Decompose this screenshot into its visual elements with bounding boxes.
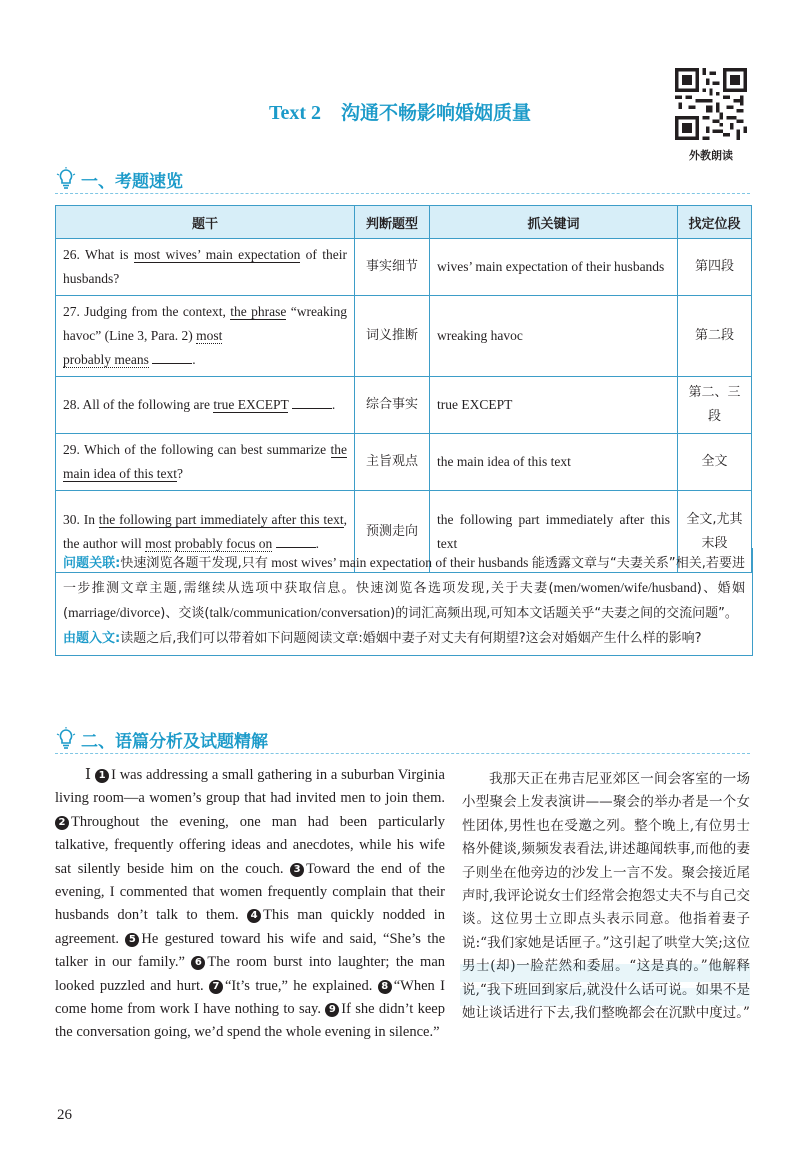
lightbulb-icon [55,727,77,751]
keywords: wreaking havoc [430,296,678,377]
keywords: true EXCEPT [430,377,678,434]
locate-paragraph: 第四段 [678,239,752,296]
sentence-number: 9 [325,1003,339,1017]
sentence-text: Throughout the evening, one man had been particularly talkative, frequently offering ideas and anecdotes, while his wife sat silently beside him on the couch. [55,813,445,877]
question-type: 词义推断 [355,296,430,377]
column-header: 题干 [56,206,355,239]
sentence-text: I was addressing a small gathering in a suburban Virginia living room—a women’s group that had invited men to join them. [55,767,445,807]
answer-blank [276,535,316,548]
sentence-text: He gestured toward his wife and said, “She’s the talker in our family.” [55,930,445,971]
locate-paragraph: 全文,尤其末段 [678,491,752,573]
stem-text: 26. What is [63,247,134,262]
question-table [55,205,752,573]
question-stem [56,239,355,296]
section-heading-passage-analysis [55,726,268,752]
stem-dotted: probably focus on [174,535,273,551]
paragraph-marker: Ⅰ [85,767,92,783]
analysis-box [55,548,753,656]
column-header: 判断题型 [355,206,430,239]
question-stem [56,296,355,377]
sentence-text: Toward the end of the evening, I commented that women frequently complain that their husbands don’t talk to them. [55,860,445,924]
sentence-number: 4 [247,909,261,923]
sentence-text: The room burst into laughter; the man looked puzzled and hurt. [55,954,446,994]
section-divider [55,193,750,194]
question-type: 主旨观点 [355,434,430,491]
stem-text: , the author will [63,511,347,551]
column-header: 抓关键词 [430,206,678,239]
stem-underlined: true EXCEPT [213,397,289,412]
stem-text: . [192,352,196,367]
sentence-number: 8 [378,980,392,994]
section-heading-text: 一、考题速览 [81,171,183,192]
sentence-number: 7 [209,980,223,994]
qr-label: 外教朗读 [689,149,733,162]
title-english: Text 2 [268,102,322,124]
sentence-text: This man quickly nodded in agreement. [55,907,445,947]
sentence-text: “It’s true,” he explained. [224,977,378,994]
lightbulb-icon [55,167,77,191]
stem-text: 27. Judging from the context, [63,304,231,319]
stem-text: 29. Which of the following can best summarize [63,442,331,457]
analysis-text-en: talk/communication/conversation [209,605,391,620]
stem-underlined: the main idea of this text [63,442,347,481]
question-type: 预测走向 [355,491,430,573]
analysis-text-en: marriage/divorce [68,605,161,620]
stem-text: of their husbands? [63,247,347,286]
analysis-text: )、交谈( [160,606,210,621]
analysis-label-association: 问题关联: [63,556,121,571]
sentence-number: 5 [125,933,139,947]
sentence-number: 2 [55,816,69,830]
sentence-number: 3 [290,863,304,877]
sentence-text: “When I come home from work I have nothing to say. [55,977,446,1018]
sentence-text: If she didn’t keep the conversation going, we’d spend the whole evening in silence.” [55,1001,445,1041]
question-stem [56,377,355,434]
table-row [56,377,752,434]
stem-dotted: probably means [63,352,149,367]
stem-text: ? [176,466,183,481]
sentence-number: 6 [191,956,205,970]
stem-text: 28. All of the following are [63,397,214,412]
analysis-text: )、婚姻( [63,581,746,621]
analysis-label-read: 由题入文: [63,631,121,646]
keywords: wives’ main expectation of their husbands [430,239,678,296]
table-row [56,296,752,377]
section-heading-text: 二、语篇分析及试题精解 [81,731,268,752]
stem-underlined: the following part immediately after this text [98,511,344,527]
table-row [56,434,752,491]
keywords: the following part immediately after this text [430,491,678,573]
keywords: the main idea of this text [430,434,678,491]
analysis-text: 能透露文章与“夫妻关系”相关,若要进一步推测文章主题,需继续从选项中获取信息。快速浏览各选项发现,关于夫妻( [63,556,745,596]
analysis-text: 快速浏览各题干发现,只有 [120,556,268,571]
analysis-text: )的词汇高频出现,可知本文话题关乎“夫妻之间的交流问题”。 [390,606,738,621]
analysis-text: 读题之后,我们可以带着如下问题阅读文章:婚姻中妻子对丈夫有何期望?这会对婚姻产生什么样的影响? [120,631,702,646]
stem-text: 30. In [63,511,99,527]
section-heading-quick-review [55,166,183,192]
stem-text: . [315,535,319,551]
passage-english [55,764,445,1045]
locate-paragraph: 第二、三段 [678,377,752,434]
qr-code-icon[interactable] [675,68,747,140]
column-header: 找定位段 [678,206,752,239]
stem-underlined: most wives’ main expectation [133,247,301,262]
stem-text: . [331,397,336,412]
watermark-graphic [460,960,750,1010]
sentence-number: 1 [95,769,109,783]
question-stem [56,434,355,491]
stem-dotted: most [196,328,223,343]
page-number: 26 [57,1107,72,1123]
stem-text: “wreaking havoc” (Line 3, Para. 2) [63,304,347,343]
answer-blank [152,351,192,364]
table-row [56,239,752,296]
title-chinese: 沟通不畅影响婚姻质量 [341,102,532,124]
analysis-text-en: most wives’ main expectation of their husbands [267,555,532,570]
question-type: 综合事实 [355,377,430,434]
stem-dotted: most [145,535,172,551]
locate-paragraph: 全文 [678,434,752,491]
answer-blank [292,396,332,409]
passage-translation: 我那天正在弗吉尼亚郊区一间会客室的一场小型聚会上发表演讲——聚会的举办者是一个女性团体,男性也在受邀之列。整个晚上,有位男士格外健谈,频频发表看法,讲述趣闻轶事,而他的妻子则坐在他旁边的沙发上一言不发。聚会接近尾声时,我评论说女士们经常会抱怨丈夫不与自己交谈。这位男士立即点头表示同意。他指着妻子说:“我们家她是话匣子。”这引起了哄堂大笑;这位男士(却)一脸茫然和委屈。“这是真的。”他解释说,“我下班回到家后,就没什么话可说。如果不是她让谈话进行下去,我们整晚都会在沉默中度过。” [462,771,750,1022]
question-type: 事实细节 [355,239,430,296]
analysis-text-en: men/women/wife/husband [553,580,697,595]
table-header-row [56,206,752,239]
section-divider [55,753,750,754]
stem-underlined: the phrase [230,304,287,319]
locate-paragraph: 第二段 [678,296,752,377]
